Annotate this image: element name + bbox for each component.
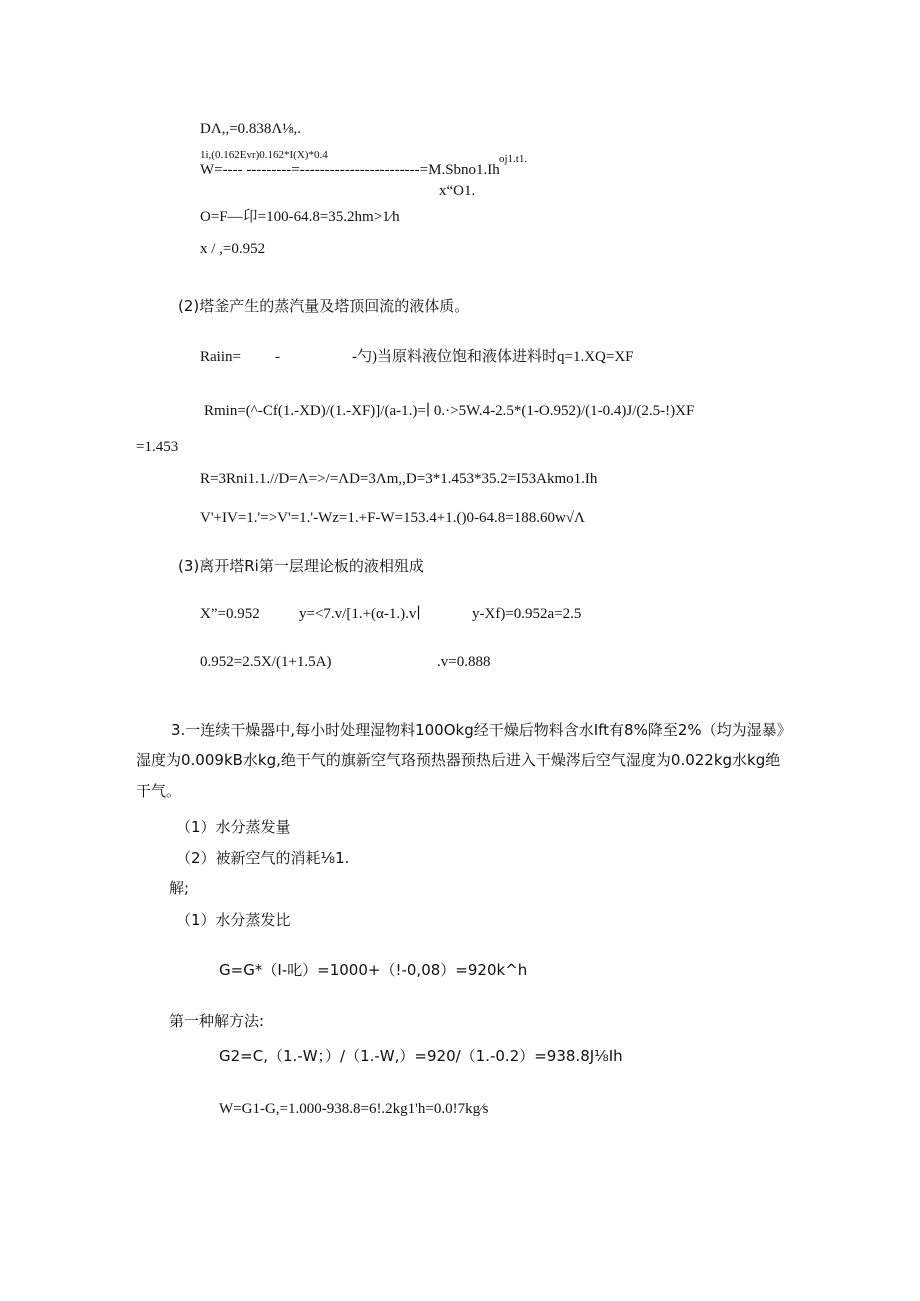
formula-w-superscript: oj1.t1. [499,153,528,165]
formula-x: x / ,=0.952 [200,241,266,257]
formula-g: G=G*（I-叱）=1000+（!-0,08）=920k^h [219,961,528,979]
formula-v: V'+IV=1.'=>V'=1.'-Wz=1.+F-W=153.4+1.()0-64.8=188.60w√Λ [200,510,585,526]
formula-rmin-result: =1.453 [136,439,179,455]
question-1: （1）水分蒸发量 [176,818,291,836]
formula-rmin: Rmin=(^-Cf(1.-XD)/(1.-XF)]/(a-1.)=∣ 0.·>5W.4-2.5*(1-O.952)/(1-0.4)J/(2.5-!)XF [204,403,695,419]
formula-w-denominator: x“O1. [439,183,476,199]
formula-w-numerator: 1i,(0.162Evr)0.162*I(X)*0.4 [200,149,328,161]
formula-r: R=3Rni1.1.//D=Λ=>/=ΛD=3Λm,,D=3*1.453*35.2=I53Akmo1.Ih [200,471,598,487]
formula-dv: DΛ,,=0.838Λ⅛,. [200,121,302,137]
solution-label: 解; [169,879,190,897]
section-3-heading: (3)离开塔Ri第一层理论板的液相殂成 [178,557,424,575]
formula-rmin-condition: -勺)当原料液位饱和液体进料时q=1.XQ=XF [352,349,634,365]
formula-equilibrium-values: y-Xf)=0.952a=2.5 [472,606,582,622]
formula-o: O=F—卬=100-64.8=35.2hm>1⁄h [200,209,400,225]
problem-3-line-3: 干气。 [136,782,182,800]
question-2: （2）被新空气的消耗⅛1. [176,849,350,867]
section-2-heading: (2)塔釜产生的蒸汽量及塔顶回流的液体质。 [178,297,470,315]
solution-part-1: （1）水分蒸发比 [176,911,291,929]
problem-3-line-1: 3.一连续干燥器中,每小时处理湿物料100Okg经干燥后物料含水Ift有8%降至2%（均为湿暴》 [171,721,792,739]
method-1-heading: 第一种解方法: [169,1012,265,1030]
formula-rmin-label: Raiin= [200,349,241,365]
formula-w-result: W=G1-G,=1.000-938.8=6!.2kg1'h=0.0!7kg⁄s [219,1101,489,1117]
problem-3-line-2: 湿度为0.009kB水kg,绝干气的旗新空气珞预热器预热后进入干燥涔后空气湿度为0.022kg水kg绝 [136,751,781,769]
formula-x-value: X”=0.952 [200,606,260,622]
formula-g2: G2=C,（1.-W；）/（1.-W,）=920/（1.-0.2）=938.8J⅛Ih [219,1047,623,1065]
formula-w: W=---- ---------=------------------------=M.Sbno1.Ih [200,162,500,178]
formula-equilibrium: y=<7.v/[1.+(α-1.).v∣ [299,606,421,622]
formula-solve-result: .v=0.888 [437,654,491,670]
formula-solve: 0.952=2.5X/(1+1.5A) [200,654,332,670]
formula-rmin-dash: - [275,349,280,365]
